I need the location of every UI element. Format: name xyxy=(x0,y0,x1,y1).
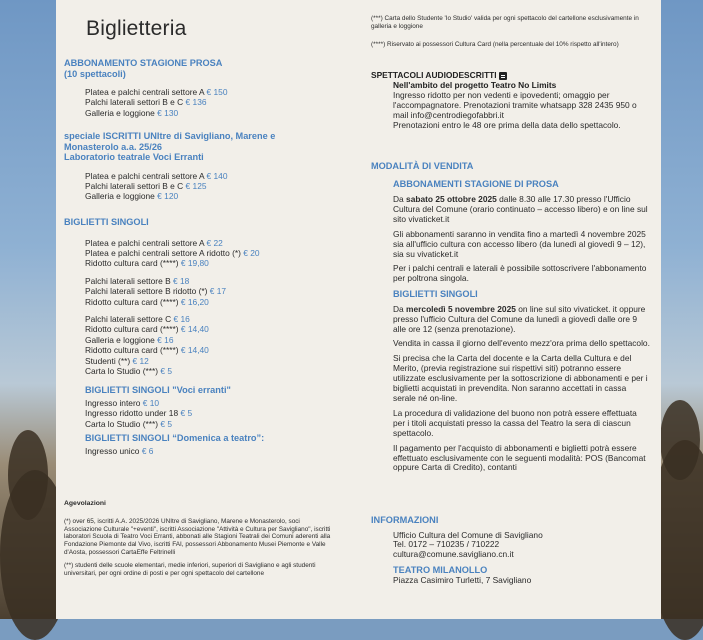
price-row: Palchi laterali settore C € 16 xyxy=(85,313,190,324)
audio-body-2: Prenotazioni entro le 48 ore prima della data dello spettacolo. xyxy=(393,119,621,130)
biglietti-title: BIGLIETTI SINGOLI xyxy=(393,289,478,300)
price-row: Ingresso intero € 10 xyxy=(85,397,160,408)
informazioni-title: INFORMAZIONI xyxy=(371,515,439,525)
speciale-title-2: Monasterolo a.a. 25/26 xyxy=(64,141,163,152)
price-row: Palchi laterali settori B e C € 125 xyxy=(85,180,207,191)
price-row: Galleria e loggione € 16 xyxy=(85,334,174,345)
abbonamenti-p3: Per i palchi centrali e laterali è possibile sottoscrivere l'abbonamento per poltrona singola. xyxy=(393,263,647,284)
speciale-title-3: Laboratorio teatrale Voci Erranti xyxy=(64,152,204,162)
price-row: Galleria e loggione € 130 xyxy=(85,107,179,118)
price-row: Platea e palchi centrali settore A € 22 xyxy=(85,237,223,248)
price-row: Ridotto cultura card (****) € 19,80 xyxy=(85,258,209,269)
price-row: Palchi laterali settore B ridotto (*) € 17 xyxy=(85,286,227,297)
speciale-title: speciale ISCRITTI UNItre di Savigliano, Marene e xyxy=(64,131,276,141)
price-row: Galleria e loggione € 120 xyxy=(85,191,179,202)
info-office: Ufficio Cultura del Comune di Savigliano xyxy=(393,529,543,540)
price-row: Palchi laterali settore B € 18 xyxy=(85,275,190,286)
abbonamenti-p2: Gli abbonamenti saranno in vendita fino a martedì 4 novembre 2025 sia all'ufficio cultura con accesso libero (da lunedì al giovedì 9 – 12), sia su vivaticket.it xyxy=(393,228,646,259)
modalita-title: MODALITÀ DI VENDITA xyxy=(371,161,474,171)
biglietti-p3: Si precisa che la Carta del docente e la Carta della Cultura e del Merito, (previa registrazione sui rispettivi siti) potranno essere utilizzate esclusivamente per la sottoscrizione di abbonamenti e per i biglietti acquistati in prevendita. Non saranno accettati in cassa serale né on-line. xyxy=(393,353,648,403)
teatro-address: Piazza Casimiro Turletti, 7 Savigliano xyxy=(393,574,532,585)
price-row: Ingresso ridotto under 18 € 5 xyxy=(85,408,193,419)
abbonamento-section xyxy=(64,58,364,118)
price-row: Platea e palchi centrali settore A ridotto (*) € 20 xyxy=(85,247,260,258)
modalita-section xyxy=(371,161,651,473)
price-row: Ridotto cultura card (****) € 16,20 xyxy=(85,296,209,307)
domenica-title: BIGLIETTI SINGOLI “Domenica a teatro”: xyxy=(85,433,265,444)
agevolazioni-section xyxy=(64,500,336,577)
audio-body: Ingresso ridotto per non vedenti e ipovedenti; omaggio per l'accompagnatore. Prenotazioni tramite whatsapp 328 2435 950 o mail info@centrodiegofabbri.it xyxy=(393,89,637,120)
abbonamenti-p1: Da sabato 25 ottobre 2025 dalle 8.30 alle 17.30 presso l'Ufficio Cultura del Comune (orario continuato – accesso libero) e on line sul sito vivaticket.it xyxy=(393,194,648,224)
singoli-section xyxy=(64,217,364,456)
price-row: Platea e palchi centrali settore A € 150 xyxy=(85,87,228,97)
voci-title: BIGLIETTI SINGOLI "Voci erranti" xyxy=(85,385,231,396)
price-row: Carta lo Studio (***) € 5 xyxy=(85,365,173,376)
speciale-section xyxy=(64,131,364,202)
abbonamento-subtitle: (10 spettacoli) xyxy=(64,68,126,79)
singoli-title: BIGLIETTI SINGOLI xyxy=(64,217,149,227)
audio-description-icon xyxy=(499,72,507,80)
biglietti-p5: Il pagamento per l'acquisto di abbonamenti e biglietti potrà essere effettuato esclusivamente con le seguenti modalità: POS (Bancomat oppure Carta di Credito), contanti xyxy=(393,442,646,473)
biglietti-p1: Da mercoledì 5 novembre 2025 on line sul sito vivaticket. it oppure presso l'ufficio Cultura del Comune da lunedì a giovedì dalle ore 9 alle ore 12 (senza prenotazione). xyxy=(393,303,646,334)
audio-title: SPETTACOLI AUDIODESCRITTI xyxy=(371,71,651,81)
price-row: Palchi laterali settori B e C € 136 xyxy=(85,97,207,108)
abbonamenti-title: ABBONAMENTI STAGIONE DI PROSA xyxy=(393,178,559,189)
biglietti-p4: La procedura di validazione del buono non potrà essere effettuata per i titoli acquistati presso la cassa del Teatro la sera di ciascun spettacolo. xyxy=(393,407,637,438)
price-row: Ingresso unico € 6 xyxy=(85,445,154,456)
info-email[interactable]: cultura@comune.savigliano.cn.it xyxy=(393,549,514,560)
note-4: (****) Riservato ai possessori Cultura Card (nella percentuale del 10% rispetto all'intero) xyxy=(371,41,619,48)
page-title: Biglietteria xyxy=(86,17,187,40)
price-row: Platea e palchi centrali settore A € 140 xyxy=(85,170,228,181)
price-row: Studenti (**) € 12 xyxy=(85,355,149,366)
informazioni-section xyxy=(371,515,651,586)
audio-subtitle: Nell'ambito del progetto Teatro No Limits xyxy=(393,79,557,90)
note-3: (***) Carta dello Studente 'Io Studio' valida per ogni spettacolo del cartellone esclusivamente in galleria e loggione xyxy=(371,15,639,30)
price-row: Ridotto cultura card (****) € 14,40 xyxy=(85,345,209,356)
audio-section xyxy=(371,71,651,130)
info-phone: Tel. 0172 – 710235 / 710222 xyxy=(393,539,500,550)
teatro-title: TEATRO MILANOLLO xyxy=(393,565,488,576)
agevolazioni-title: Agevolazioni xyxy=(64,500,106,507)
abbonamento-title: ABBONAMENTO STAGIONE PROSA xyxy=(64,58,223,68)
agevolazioni-note-1: (*) over 65, iscritti A.A. 2025/2026 UNItre di Savigliano, Marene e Monasterolo, soci Associazione Culturale "+eventi", iscritti Associazione "Attività e Cultura per Savigliano", iscritti laboratori Scuola di Teatro Voci Erranti, abbonati alle Stagioni Teatrali dei Comuni aderenti alla Fondazione Piemonte dal Vivo, iscritti FAI, possessori Abbonamento Musei Piemonte e Valle d'Aosta, possessori CartaEffe Feltrinelli xyxy=(64,517,331,556)
biglietti-p2: Vendita in cassa il giorno dell'evento mezz'ora prima dello spettacolo. xyxy=(393,338,650,349)
agevolazioni-note-2: (**) studenti delle scuole elementari, medie inferiori, superiori di Savigliano e agli studenti universitari, per ogni ordine di posti e per ogni spettacolo del cartellone xyxy=(64,561,316,577)
price-row: Ridotto cultura card (****) € 14,40 xyxy=(85,324,209,335)
price-row: Carta lo Studio (***) € 5 xyxy=(85,418,173,429)
